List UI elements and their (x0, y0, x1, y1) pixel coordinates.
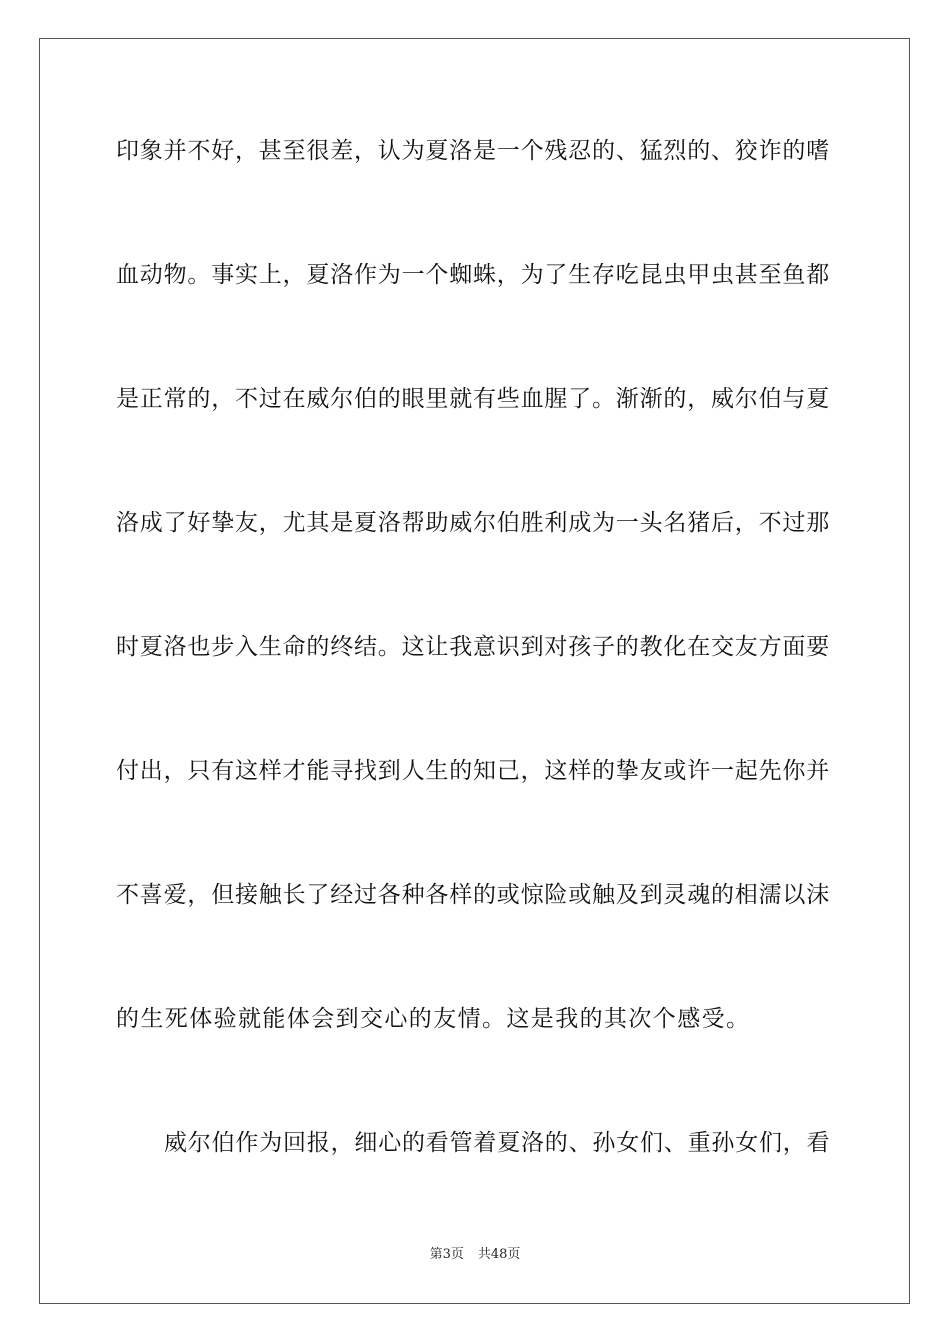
text-line: 血动物。事实上，夏洛作为一个蜘蛛，为了生存吃昆虫甲虫甚至鱼都 (116, 262, 830, 288)
text-line: 不喜爱，但接触长了经过各种各样的或惊险或触及到灵魂的相濡以沫 (116, 882, 830, 908)
text-line: 时夏洛也步入生命的终结。这让我意识到对孩子的教化在交友方面要 (116, 634, 830, 660)
text-line: 是正常的，不过在威尔伯的眼里就有些血腥了。渐渐的，威尔伯与夏 (116, 386, 830, 412)
text-line: 洛成了好挚友，尤其是夏洛帮助威尔伯胜利成为一头名猪后，不过那 (116, 510, 830, 536)
text-line: 印象并不好，甚至很差，认为夏洛是一个残忍的、猛烈的、狡诈的嗜 (116, 138, 830, 164)
text-line: 的生死体验就能体会到交心的友情。这是我的其次个感受。 (116, 1006, 751, 1032)
page-total: 共48页 (477, 1247, 521, 1262)
page-footer (0, 1246, 950, 1264)
text-line: 付出，只有这样才能寻找到人生的知己，这样的挚友或许一起先你并 (116, 758, 830, 784)
page-number: 第3页 (429, 1247, 464, 1262)
text-line-indented: 威尔伯作为回报，细心的看管着夏洛的、孙女们、重孙女们，看 (164, 1130, 831, 1156)
page-frame (39, 38, 910, 1304)
